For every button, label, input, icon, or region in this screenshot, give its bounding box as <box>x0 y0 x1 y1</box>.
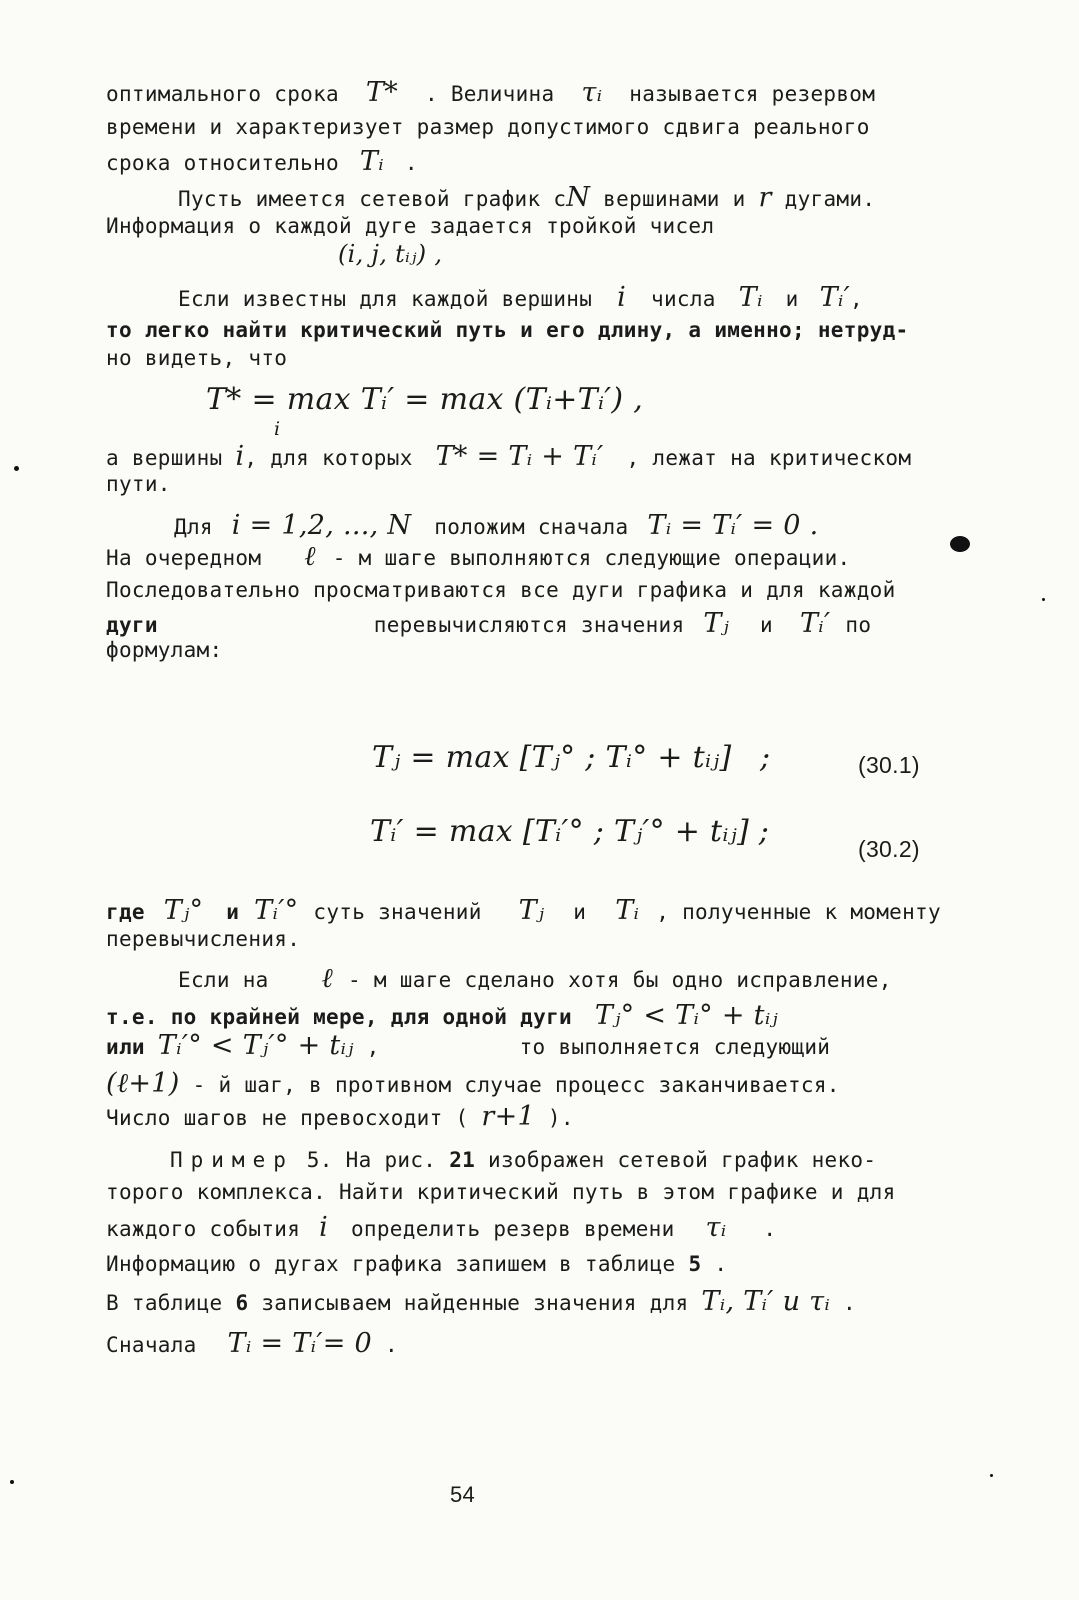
text: Информация о каждой дуге задается тройкой чисел <box>106 214 715 238</box>
text-line <box>178 182 875 213</box>
text-line: но видеть, что <box>106 346 288 370</box>
equation-separator: ; <box>760 740 771 775</box>
text-line <box>178 963 892 994</box>
text-line <box>106 895 941 926</box>
math-symbol: i <box>319 1212 329 1243</box>
text: записываем найденные значения для <box>248 1291 702 1315</box>
math-symbol: ℓ <box>321 963 334 994</box>
math-symbol: τᵢ <box>705 1212 727 1243</box>
text-line <box>106 1030 830 1061</box>
text: положим сначала <box>421 515 642 539</box>
text: . <box>391 151 418 175</box>
text: 5. На рис. <box>293 1148 450 1172</box>
text-line <box>106 541 850 572</box>
math-symbol: Tᵢ = Tᵢ′= 0 <box>227 1328 373 1359</box>
math-symbol: T* = Tᵢ + Tᵢ′ <box>435 441 604 472</box>
text: . <box>701 1252 728 1276</box>
formula-subscript: i <box>274 418 281 440</box>
scan-speck <box>10 1480 14 1484</box>
text-line: торого комплекса. Найти критический путь в этом графике и для <box>106 1180 896 1204</box>
text-line <box>178 282 863 313</box>
math-symbol: Tᵢ, Tᵢ′ и τᵢ <box>701 1286 831 1317</box>
text: числа <box>638 287 729 311</box>
page-number: 54 <box>450 1482 476 1507</box>
text: и <box>560 900 600 924</box>
text: т.е. по крайней мере, для одной дуги <box>106 1005 585 1029</box>
text: Если на <box>178 968 282 992</box>
formula-critical-path: T* = max Tᵢ′ = max (Tᵢ+Tᵢ′) , <box>206 382 644 417</box>
text-line: то легко найти критический путь и его длину, а именно; нетруд- <box>106 318 909 342</box>
text: Если известны для каждой вершины <box>178 287 606 311</box>
math-symbol: Tⱼ <box>518 895 545 926</box>
text: - м шаге выполняются следующие операции. <box>319 546 851 570</box>
text-line <box>106 146 418 177</box>
text-line: формулам: <box>106 638 223 662</box>
math-symbol: Tⱼ° <box>163 895 204 926</box>
text: . <box>372 1333 398 1357</box>
text: называется резервом <box>616 82 876 106</box>
math-symbol: N <box>566 182 591 213</box>
text: Число шагов не превосходит ( <box>106 1106 482 1130</box>
text-line <box>174 510 819 541</box>
text-line: перевычисления. <box>106 927 301 951</box>
text-line <box>106 1000 778 1031</box>
math-symbol: i = 1,2, ..., N <box>231 510 412 541</box>
text: изображен сетевой график неко- <box>475 1148 877 1172</box>
text: ). <box>534 1106 574 1130</box>
text: и <box>772 287 812 311</box>
ink-blot <box>950 536 970 552</box>
math-symbol: i <box>235 441 245 472</box>
text-line <box>106 77 875 108</box>
text: суть значений <box>300 900 495 924</box>
text-line <box>106 214 714 238</box>
text-line: Последовательно просматриваются все дуги графика и для каждой <box>106 578 896 602</box>
text: 21 <box>449 1148 476 1172</box>
text: Сначала <box>106 1333 210 1357</box>
text: - й шаг, в противном случае процесс заканчивается. <box>179 1073 840 1097</box>
text: Пусть имеется сетевой график с <box>178 187 567 211</box>
text: Пример <box>170 1148 294 1172</box>
text: - м шаге сделано хотя бы одно исправление, <box>335 968 892 992</box>
text: и <box>213 900 253 924</box>
text-line <box>106 115 870 139</box>
text-line: пути. <box>106 472 171 496</box>
text: срока относительно <box>106 151 352 175</box>
scan-speck <box>1042 598 1045 601</box>
math-symbol: (ℓ+1) <box>106 1068 180 1099</box>
text: , <box>850 287 863 311</box>
text-line <box>106 608 871 639</box>
text-line <box>106 1101 574 1132</box>
math-symbol: Tⱼ° < Tᵢ° + tᵢⱼ <box>594 1000 778 1031</box>
text: каждого события <box>106 1217 314 1241</box>
text: На очередном <box>106 546 275 570</box>
text: а вершины <box>106 446 236 470</box>
math-symbol: Tᵢ <box>359 146 384 177</box>
text-line <box>106 1212 776 1243</box>
text: Для <box>174 515 226 539</box>
math-symbol: Tᵢ = Tᵢ′ = 0 . <box>647 510 819 541</box>
math-symbol: Tᵢ′° <box>254 895 299 926</box>
text: вершинами и <box>590 187 759 211</box>
text: , для которых <box>244 446 426 470</box>
equation-number: (30.2) <box>858 836 920 862</box>
text: , лежат на критическом <box>613 446 912 470</box>
equation-number: (30.1) <box>858 752 920 778</box>
text: где <box>106 900 158 924</box>
text: то выполняется следующий <box>519 1035 831 1059</box>
math-symbol: Tᵢ′ <box>819 282 851 313</box>
text: или <box>106 1035 158 1059</box>
math-symbol: ℓ <box>304 541 316 572</box>
math-symbol: Tᵢ′ <box>799 608 831 639</box>
math-symbol: i <box>617 282 627 313</box>
text: Информацию о дугах графика запишем в таблице <box>106 1252 689 1276</box>
math-symbol: Tᵢ′° < Tⱼ′° + tᵢⱼ <box>157 1030 354 1061</box>
text: . <box>750 1217 777 1241</box>
text-line <box>106 441 911 472</box>
scan-speck <box>14 466 19 471</box>
text: 6 <box>235 1291 249 1315</box>
text-line <box>106 1068 840 1099</box>
text: дуги <box>106 613 158 637</box>
triple-expression: (i, j, tᵢⱼ) , <box>338 240 443 268</box>
text: оптимального срока <box>106 82 352 106</box>
math-symbol: τᵢ <box>581 77 603 108</box>
text: , <box>353 1035 380 1059</box>
text-line <box>170 1148 876 1172</box>
math-symbol: T* <box>365 77 399 108</box>
math-symbol: r <box>758 182 772 213</box>
text: по <box>832 613 872 637</box>
text: 5 <box>688 1252 702 1276</box>
text: времени и характеризует размер допустимого сдвига реального <box>106 115 870 139</box>
text: дугами. <box>771 187 876 211</box>
text: перевычисляются значения <box>373 613 698 637</box>
math-symbol: Tᵢ <box>615 895 640 926</box>
scan-speck <box>990 1474 993 1477</box>
text-line <box>106 1286 856 1317</box>
math-symbol: Tᵢ <box>738 282 763 313</box>
text: В таблице <box>106 1291 236 1315</box>
math-symbol: r+1 <box>481 1101 535 1132</box>
text-line <box>106 1328 398 1359</box>
text: . <box>830 1291 856 1315</box>
equation-30-2: Tᵢ′ = max [Tᵢ′° ; Tⱼ′° + tᵢⱼ] ; <box>370 814 770 849</box>
equation-30-1: Tⱼ = max [Tⱼ° ; Tᵢ° + tᵢⱼ] <box>372 740 732 775</box>
text-line <box>106 1252 727 1276</box>
text: . Величина <box>412 82 568 106</box>
math-symbol: Tⱼ <box>703 608 730 639</box>
text: , полученные к моменту <box>643 900 941 924</box>
text: и <box>747 613 786 637</box>
text: определить резерв времени <box>338 1217 688 1241</box>
